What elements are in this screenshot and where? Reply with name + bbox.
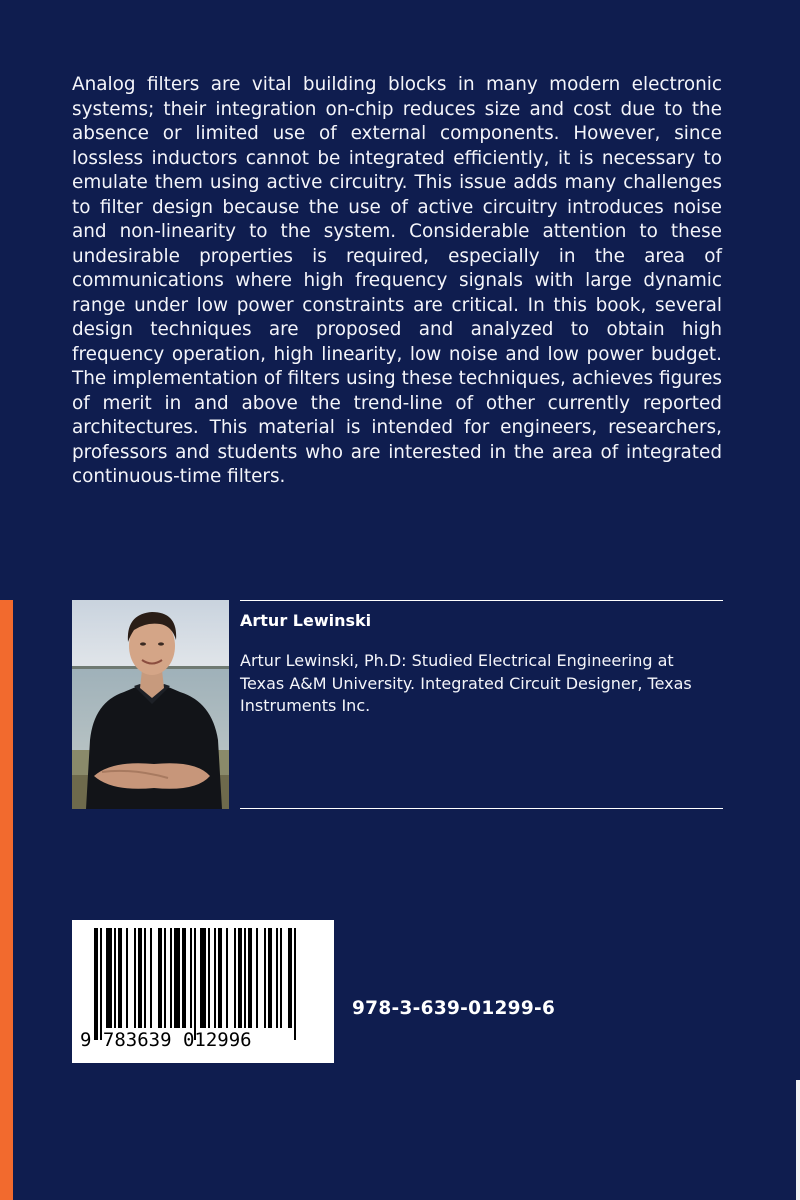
barcode-digits: 9 783639 012996 xyxy=(80,1029,252,1051)
orange-accent-stripe xyxy=(0,600,13,1200)
author-bio: Artur Lewinski, Ph.D: Studied Electrical Engineering at Texas A&M University. Integrated Circuit Designer, Texas Instruments Inc. xyxy=(240,651,692,715)
isbn-number: 978-3-639-01299-6 xyxy=(352,998,556,1019)
barcode xyxy=(72,920,334,1063)
divider-bottom xyxy=(240,808,723,809)
author-photo xyxy=(72,600,229,809)
barcode-bars xyxy=(94,928,296,1040)
page-edge xyxy=(796,1080,800,1200)
divider-top xyxy=(240,600,723,601)
author-name: Artur Lewinski xyxy=(240,611,372,630)
book-description: Analog filters are vital building blocks in many modern electronic systems; their integration on-chip reduces size and cost due to the absence or limited use of external components. However, since lossless inductors cannot be integrated efficiently, it is necessary to emulate them using active circuitry. This issue adds many challenges to filter design because the use of active circuitry introduces noise and non-linearity to the system. Considerable attention to these undesirable properties is required, especially in the area of communications where high frequency signals with large dynamic range under low power constraints are critical. In this book, several design techniques are proposed and analyzed to obtain high frequency operation, high linearity, low noise and low power budget. The implementation of filters using these techniques, achieves figures of merit in and above the trend-line of other currently reported architectures. This material is intended for engineers, researchers, professors and students who are interested in the area of integrated continuous-time filters. xyxy=(72,74,722,487)
